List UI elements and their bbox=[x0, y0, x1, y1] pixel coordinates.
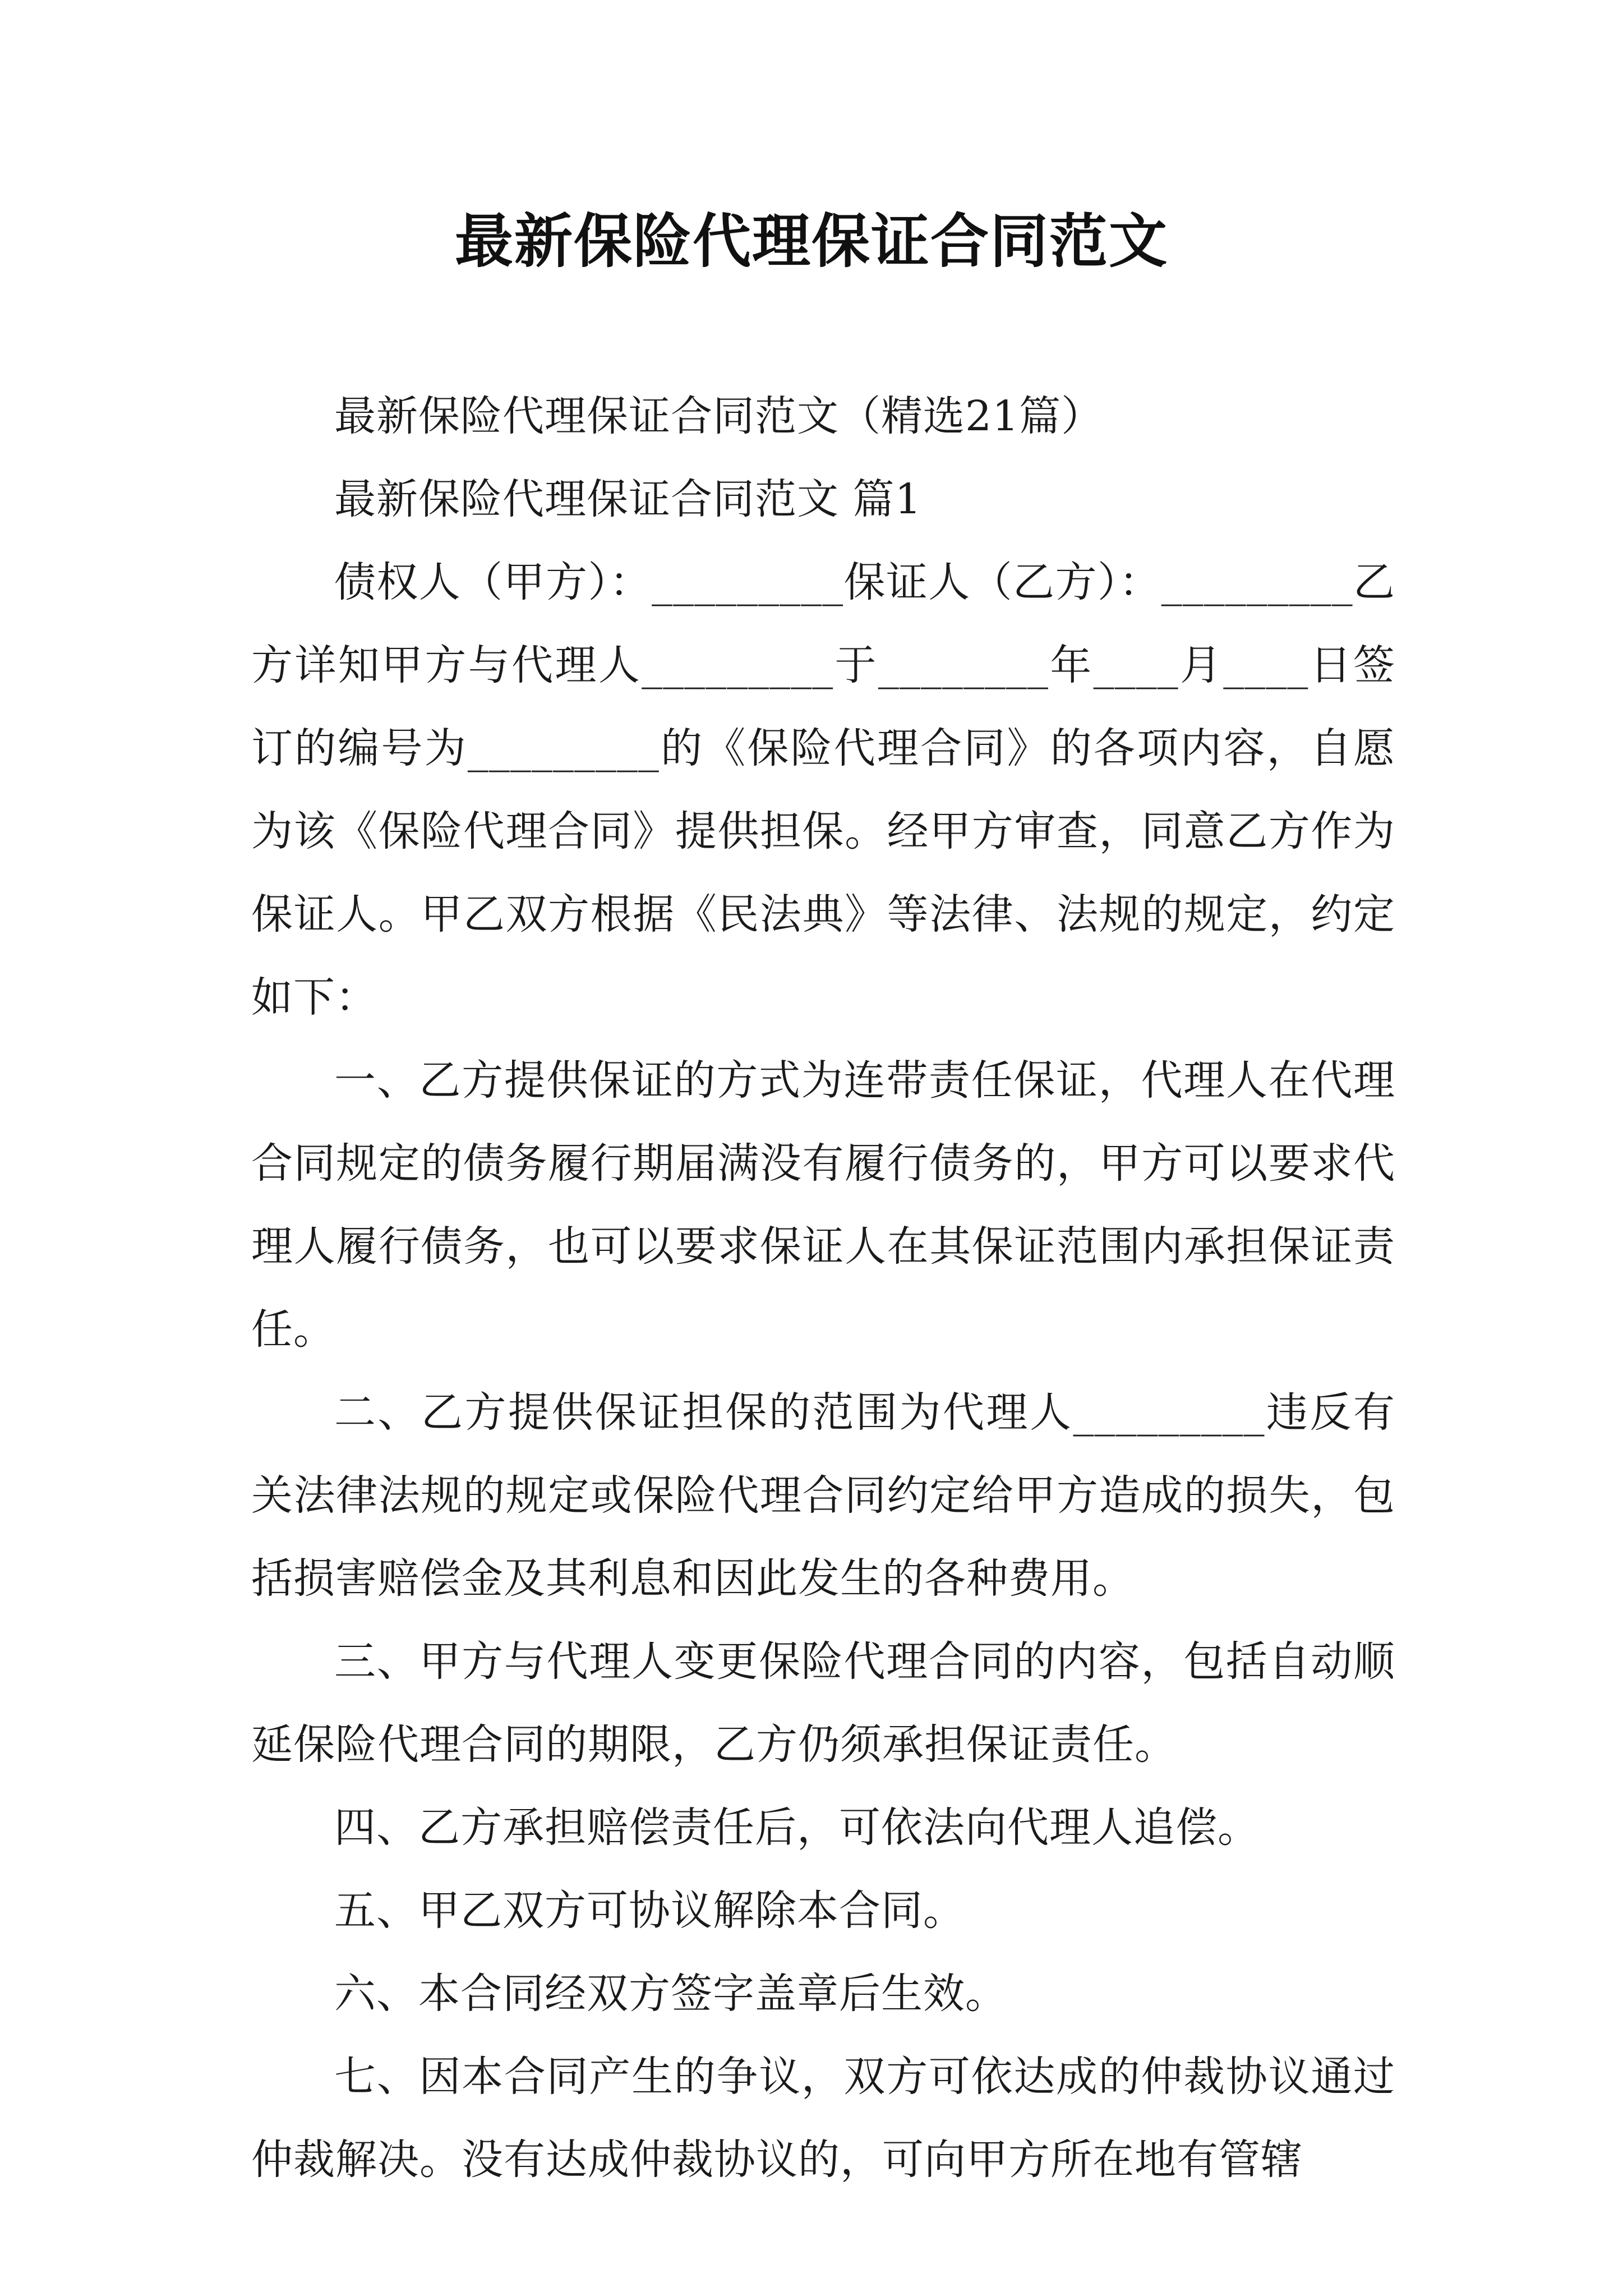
paragraph-clause-3: 三、甲方与代理人变更保险代理合同的内容，包括自动顺延保险代理合同的期限，乙方仍须承担保证责任。 bbox=[251, 1637, 1395, 1769]
paragraph-clause-2: 二、乙方提供保证担保的范围为代理人_________违反有关法律法规的规定或保险代理合同约定给甲方造成的损失，包括损害赔偿金及其利息和因此发生的各种费用。 bbox=[251, 1388, 1395, 1603]
document-title: 最新保险代理保证合同范文 bbox=[454, 206, 1168, 275]
paragraph-collection-title: 最新保险代理保证合同范文（精选21篇） bbox=[334, 392, 1104, 440]
paragraph-section-heading: 最新保险代理保证合同范文 篇1 bbox=[334, 475, 922, 523]
document-body bbox=[251, 375, 1395, 2201]
paragraph-clause-6: 六、本合同经双方签字盖章后生效。 bbox=[334, 1970, 1007, 2018]
paragraph-parties: 债权人（甲方）：_________保证人（乙方）：_________乙方详知甲方与代理人_________于________年____月____日签订的编号为_________的《保险代理合同》的各项内容，自愿为该《保险代理合同》提供担保。经甲方审查，同意乙方作为保证人。甲乙双方根据《民法典》等法律、法规的规定，约定如下： bbox=[251, 558, 1395, 1022]
paragraph-clause-1: 一、乙方提供保证的方式为连带责任保证，代理人在代理合同规定的债务履行期届满没有履行债务的，甲方可以要求代理人履行债务，也可以要求保证人在其保证范围内承担保证责任。 bbox=[251, 1056, 1395, 1354]
paragraph-clause-7: 七、因本合同产生的争议，双方可依达成的仲裁协议通过仲裁解决。没有达成仲裁协议的，可向甲方所在地有管辖 bbox=[251, 2053, 1395, 2184]
paragraph-clause-5: 五、甲乙双方可协议解除本合同。 bbox=[334, 1887, 965, 1935]
paragraph-clause-4: 四、乙方承担赔偿责任后，可依法向代理人追偿。 bbox=[334, 1803, 1260, 1852]
